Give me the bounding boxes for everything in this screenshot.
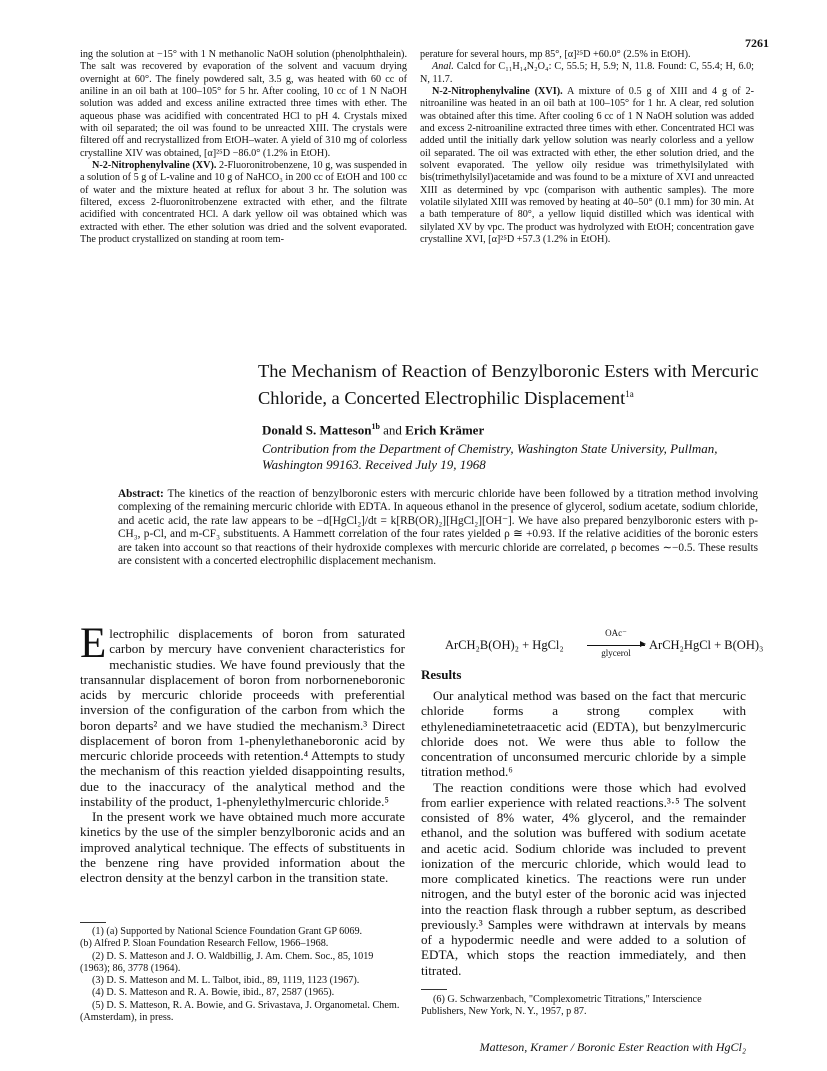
experimental-text: A mixture of 0.5 g of XIII and 4 g of 2-nitroaniline was heated in an oil bath at 100–105° for 1 hr. A clear, red solution was obtained after this time. After cooling 6 cc of 1 N NaOH solution was added and excess 2-nitroaniline extracted three times with ether. Concentrated HCl was added until the initially dark yellow solution was nearly colorless and a yellow oil separated. The oil was extracted with ether, the ether solution dried, and the solvent evaporated. The yellow oily residue was trimethylsilylated with bis(trimethylsilyl)acetamide and was found to be a mixture of XVI and unreacted XIII as determined by vpc (comparison with authentic samples). The more volatile silylated XIII was removed by heating at 40–50° (0.1 mm) for 30 min. At a bath temperature of 80°, a yellow liquid distilled which was identical with silylated XV by vpc. The product was hydrolyzed with EtOH; concentration gave crystalline XVI, [α]²⁵D +57.3 (1.2% in EtOH).: [420, 86, 754, 246]
analysis-label: Anal.: [432, 61, 454, 73]
section-heading-results: Results: [421, 667, 462, 682]
author-conjunction: and: [383, 422, 402, 438]
footnote: (2) D. S. Matteson and J. O. Waldbillig, J. Am. Chem. Soc., 85, 1019 (1963); 86, 3778 (1964).: [80, 950, 374, 974]
experimental-paragraph: ing the solution at −15° with 1 N methanolic NaOH solution (phenolphthalein). The salt was recovered by evaporation of the solvent and vacuum drying overnight at 60°. The finely powdered salt, 3.5 g, was heated with 60 cc of aniline in an oil bath at 100–105° for 5 hr. After cooling, 10 cc of 1 N NaOH solution was added and excess aniline extracted three times with ether. The aqueous phase was acidified with concentrated HCl to pH 4. Crystals mixed with oil separated; the oil was found to be unreacted XIII. The crystals were filtered off and recrystallized from EtOH–water. A yield of 310 mg of colorless crystalline XIV was obtained, [α]²⁵D −86.0° (1.2% in EtOH).: [80, 49, 407, 159]
body-paragraph: The reaction conditions were those which had evolved from earlier experience with related reactions.³·⁵ The solvent consisted of 8% water, 4% glycerol, and the remainder ethanol, and the solution was buffered with sodium acetate and acetic acid. Sodium chloride was included to prevent ionization of the mercuric chloride, which would lead to more complicated kinetics. The reactions were run under nitrogen, and the butyl ester of the boronic acid was injected into the reaction flask through a rubber septum, as described previously.³ Samples were withdrawn at intervals by means of a hypodermic needle and were added to a solution of EDTA, which stops the reaction immediately, and then titrated.: [421, 779, 746, 978]
footnote: (b) Alfred P. Sloan Foundation Research Fellow, 1966–1968.: [80, 938, 329, 950]
equation-reagent-below: glycerol: [601, 648, 631, 658]
footnotes-left: [80, 926, 405, 1024]
affiliation: Contribution from the Department of Chemistry, Washington State University, Pullman, Washington 99163. Received July 19, 1968: [262, 441, 718, 472]
footnote-rule: [80, 922, 106, 923]
reaction-equation: [445, 628, 765, 668]
analysis-text: Calcd for C₁₁H₁₄N₂O₄: C, 55.5; H, 5.9; N, 11.8. Found: C, 55.4; H, 6.0; N, 11.7.: [420, 61, 755, 85]
reaction-arrow: [587, 645, 645, 646]
experimental-paragraph: [420, 86, 754, 246]
author-name: Erich Krämer: [405, 422, 485, 438]
equation-products: ArCH₂HgCl + B(OH)₃: [649, 638, 764, 652]
body-paragraph: Our analytical method was based on the fact that mercuric chloride forms a strong complex with ethylenediaminetetraacetic acid (EDTA), but benzylmercuric chloride does not. We were thus able to follow the concentration of unconsumed mercuric chloride by a simple titration method.⁶: [421, 688, 746, 780]
footnote-rule: [421, 989, 447, 990]
arrow-head-icon: [640, 641, 646, 647]
author-line: [262, 422, 484, 438]
abstract: [118, 488, 758, 568]
analysis-line: [420, 61, 754, 86]
body-left-column: [80, 620, 405, 885]
abstract-text: The kinetics of the reaction of benzylboronic esters with mercuric chloride have been followed by a titration method involving complexing of the remaining mercuric chloride with EDTA. In aqueous ethanol in the presence of glycerol, sodium acetate, sodium chloride, and acetic acid, the rate law appears to be −d[HgCl₂]/dt = k[RB(OR)₂][HgCl₂][OH⁻]. We have also prepared benzylboronic esters with p-CH₃, p-Cl, and m-CF₃ substituents. A Hammett correlation of the four rates yielded ρ ≅ +0.93. If the relative acidities of the boronic esters are taken into account so that reactions of their hydroxide complexes with mercuric chloride are correlated, ρ becomes ∼−0.5. These results are consistent with a concerted electrophilic displacement mechanism.: [118, 488, 758, 568]
body-right-column: [421, 688, 746, 978]
body-paragraph: In the present work we have obtained much more accurate kinetics by the use of the simpler benzylboronic acids and an improved analytical technique. The effects of substituents in the benzene ring have provided information about the electron density at the benzyl carbon in the transition state.: [80, 809, 405, 885]
equation-reagent-above: OAc⁻: [605, 628, 627, 638]
body-paragraph: [80, 620, 405, 809]
compound-heading: N-2-Nitrophenylvaline (XV).: [92, 160, 217, 172]
equation-reactants: ArCH₂B(OH)₂ + HgCl₂: [445, 638, 564, 652]
title-footnote-mark: 1a: [625, 389, 634, 399]
body-text: lectrophilic displacements of boron from saturated carbon by mercury have convenient characteristics for mechanistic studies. We have found previously that the transannular displacement of boron from norborneneboronic acids by mercuric chloride proceeds with preferential inversion of the configuration of the carbon from which the boron departs² and we have studied the mechanism.³ Direct displacement of boron from 1-phenylethaneboronic acid by mercuric chloride proceeds with retention.⁴ Attempts to study the mechanism of this reaction yielded disappointing results, due to the inaccuracy of the analytical method and the instability of the product, 1-phenylethylmercuric chloride.⁵: [80, 626, 405, 809]
title-text: The Mechanism of Reaction of Benzylboronic Esters with Mercuric Chloride, a Concerted Electrophilic Displacement: [258, 361, 759, 409]
compound-heading: N-2-Nitrophenylvaline (XVI).: [432, 86, 563, 98]
footnote-right: (6) G. Schwarzenbach, "Complexometric Titrations," Interscience Publishers, New York, N. Y., 1957, p 87.: [421, 994, 702, 1018]
running-footer: Matteson, Kramer / Boronic Ester Reaction with HgCl₂: [479, 1040, 746, 1054]
page-number: 7261: [745, 36, 769, 50]
footnote: (3) D. S. Matteson and M. L. Talbot, ibid., 89, 1119, 1123 (1967).: [92, 975, 360, 987]
abstract-label: Abstract:: [118, 488, 164, 500]
experimental-text: 2-Fluoronitrobenzene, 10 g, was suspended in a solution of 5 g of L-valine and 10 g of NaHCO₃ in 200 cc of EtOH and 100 cc of water and the mixture heated at reflux for about 3 hr. The solution was filtered, excess 2-fluoronitrobenzene extracted with ether, and the filtrate acidified with concentrated HCl. A dark yellow oil was obtained which was extracted with ether. The ether solution was dried and the solvent evaporated. The product crystallized on standing at room tem-: [80, 160, 407, 246]
top-right-column: [420, 49, 754, 247]
footnote: (1) (a) Supported by National Science Foundation Grant GP 6069.: [92, 926, 363, 937]
drop-cap: E: [80, 620, 107, 667]
author-name: Donald S. Matteson: [262, 422, 372, 438]
top-left-column: [80, 49, 407, 247]
article-title: [258, 360, 778, 410]
experimental-paragraph: perature for several hours, mp 85°, [α]²⁵D +60.0° (2.5% in EtOH).: [420, 49, 691, 60]
footnote: (5) D. S. Matteson, R. A. Bowie, and G. Srivastava, J. Organometal. Chem. (Amsterdam), in press.: [80, 999, 400, 1024]
author-footnote-mark: 1b: [371, 422, 380, 431]
experimental-paragraph: [80, 160, 407, 246]
footnote: (4) D. S. Matteson and R. A. Bowie, ibid., 87, 2587 (1965).: [92, 987, 335, 999]
